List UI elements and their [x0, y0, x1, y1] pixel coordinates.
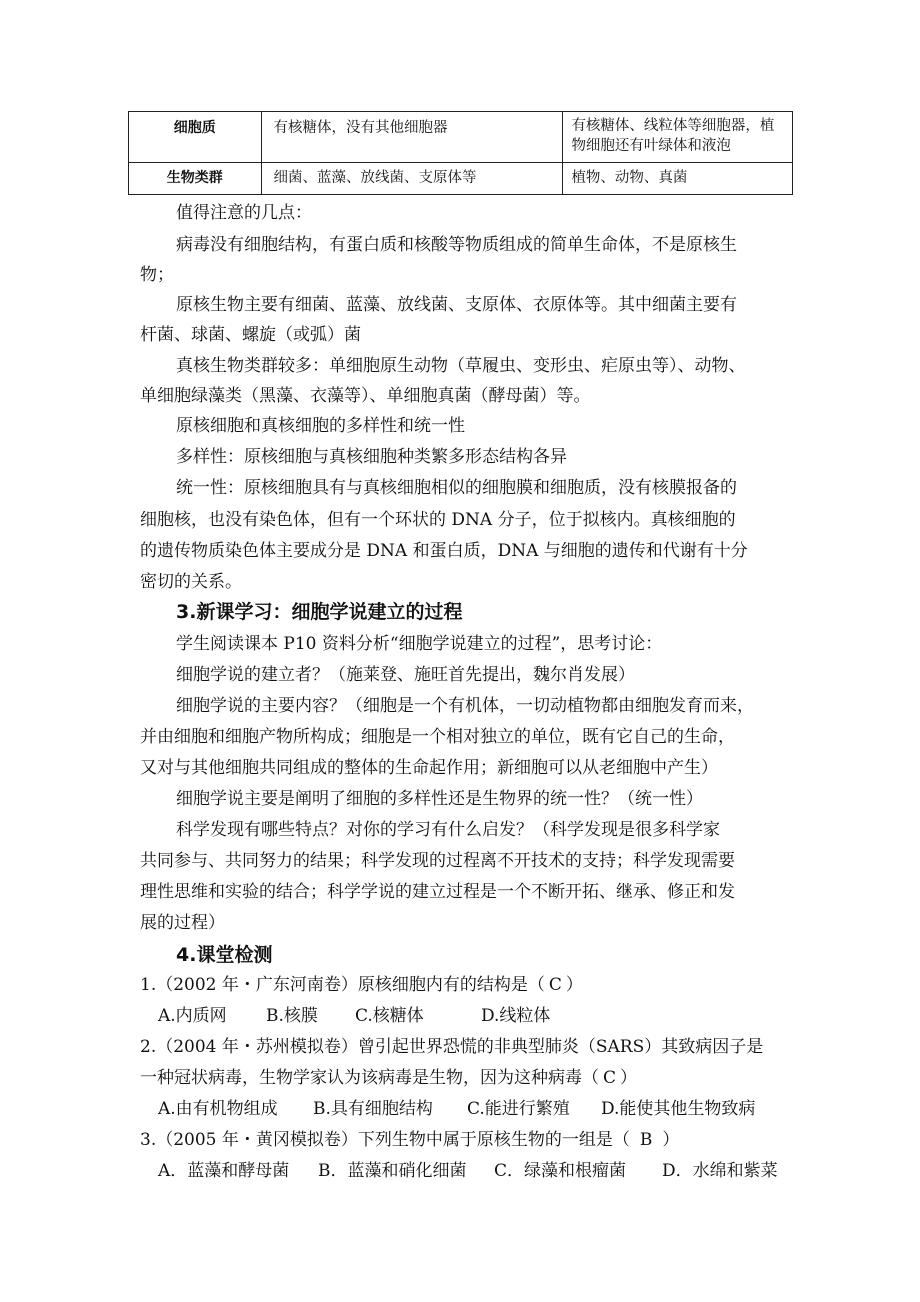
paragraph-line: 原核生物主要有细菌、蓝藻、放线菌、支原体、衣原体等。其中细菌主要有: [176, 295, 737, 315]
row-header-groups: 生物类群: [129, 163, 262, 195]
paragraph-line: 又对与其他细胞共同组成的整体的生命起作用；新细胞可以从老细胞中产生）: [140, 758, 718, 778]
paragraph-line: 物；: [140, 265, 174, 285]
paragraph-line: 并由细胞和细胞产物所构成；细胞是一个相对独立的单位，既有它自己的生命，: [140, 727, 735, 747]
row-header-cytoplasm: 细胞质: [129, 112, 262, 163]
question-stem: 一种冠状病毒，生物学家认为该病毒是生物，因为这种病毒（: [140, 1068, 599, 1088]
option-d: D.线粒体: [481, 1006, 551, 1026]
paragraph-line: 共同参与、共同努力的结果；科学发现的过程离不开技术的支持；科学发现需要: [140, 851, 735, 871]
option-c: C.核糖体: [355, 1006, 424, 1026]
paragraph-line: 理性思维和实验的结合；科学学说的建立过程是一个不断开拓、继承、修正和发: [140, 882, 735, 902]
paragraph-line: 细胞学说的建立者？（施莱登、施旺首先提出，魏尔肖发展）: [176, 665, 635, 685]
table-row: [129, 163, 793, 195]
paragraph-line: 原核细胞和真核细胞的多样性和统一性: [176, 416, 465, 436]
section-heading: 4.课堂检测: [176, 944, 273, 966]
question-2-line-1: 2.（2004 年・苏州模拟卷）曾引起世界恐慌的非典型肺炎（SARS）其致病因子是: [140, 1037, 764, 1057]
question-2-line-2: [140, 1066, 637, 1090]
answer-letter: B: [639, 1130, 653, 1150]
question-3: [140, 1128, 679, 1152]
option-c: C.能进行繁殖: [467, 1099, 570, 1119]
paragraph-line: 展的过程）: [140, 913, 225, 933]
paragraph-line: 病毒没有细胞结构，有蛋白质和核酸等物质组成的简单生命体，不是原核生: [176, 235, 737, 255]
paragraph-line: 真核生物类群较多：单细胞原生动物（草履虫、变形虫、疟原虫等）、动物、: [176, 356, 746, 376]
eukaryote-cell: [563, 112, 793, 163]
table-row: [129, 112, 793, 163]
option-b: B.具有细胞结构: [313, 1099, 433, 1119]
paragraph-line: 细胞核，也没有染色体，但有一个环状的 DNA 分子，位于拟核内。真核细胞的: [140, 510, 736, 530]
question-close: ）: [565, 975, 583, 995]
question-1: [140, 973, 583, 997]
question-close: ）: [620, 1068, 638, 1088]
paragraph-line: 统一性：原核细胞具有与真核细胞相似的细胞膜和细胞质，没有核膜报备的: [176, 478, 737, 498]
question-close: ）: [662, 1130, 680, 1150]
answer-letter: C: [603, 1068, 617, 1088]
paragraph-line: 细胞学说的主要内容？（细胞是一个有机体，一切动植物都由细胞发育而来，: [176, 696, 754, 716]
cell-line: 物细胞还有叶绿体和液泡: [571, 138, 731, 154]
paragraph-line: 的遗传物质染色体主要成分是 DNA 和蛋白质，DNA 与细胞的遗传和代谢有十分: [140, 541, 748, 561]
paragraph-line: 学生阅读课本 P10 资料分析“细胞学说建立的过程”，思考讨论：: [176, 634, 663, 654]
paragraph-line: 细胞学说主要是阐明了细胞的多样性还是生物界的统一性？（统一性）: [176, 789, 703, 809]
answer-letter: C: [548, 975, 562, 995]
prokaryote-cell: 有核糖体，没有其他细胞器: [261, 112, 563, 163]
paragraph-line: 单细胞绿藻类（黑藻、衣藻等）、单细胞真菌（酵母菌）等。: [140, 386, 591, 406]
option-c: C．绿藻和根瘤菌: [494, 1161, 627, 1181]
cell-line: 有核糖体、线粒体等细胞器，植: [571, 118, 775, 134]
option-a: A．蓝藻和酵母菌: [158, 1161, 290, 1181]
paragraph-line: 多样性：原核细胞与真核细胞种类繁多形态结构各异: [176, 447, 567, 467]
option-d: D.能使其他生物致病: [601, 1099, 756, 1119]
prokaryote-cell: 细菌、蓝藻、放线菌、支原体等: [261, 163, 563, 195]
option-a: A.由有机物组成: [158, 1099, 278, 1119]
question-stem: 1.（2002 年・广东河南卷）原核细胞内有的结构是（: [140, 975, 545, 995]
question-stem: 3.（2005 年・黄冈模拟卷）下列生物中属于原核生物的一组是（: [140, 1130, 630, 1150]
option-b: B．蓝藻和硝化细菌: [318, 1161, 467, 1181]
option-d: D．水绵和紫菜: [662, 1161, 778, 1181]
option-a: A.内质网: [158, 1006, 227, 1026]
section-heading: 3.新课学习：细胞学说建立的过程: [176, 601, 463, 623]
paragraph-line: 杆菌、球菌、螺旋（或弧）菌: [140, 325, 361, 345]
notes-heading: 值得注意的几点：: [176, 203, 312, 223]
eukaryote-cell: 植物、动物、真菌: [563, 163, 793, 195]
comparison-table: [128, 111, 793, 195]
option-b: B.核膜: [266, 1006, 318, 1026]
paragraph-line: 密切的关系。: [140, 572, 242, 592]
paragraph-line: 科学发现有哪些特点？对你的学习有什么启发？（科学发现是很多科学家: [176, 820, 720, 840]
